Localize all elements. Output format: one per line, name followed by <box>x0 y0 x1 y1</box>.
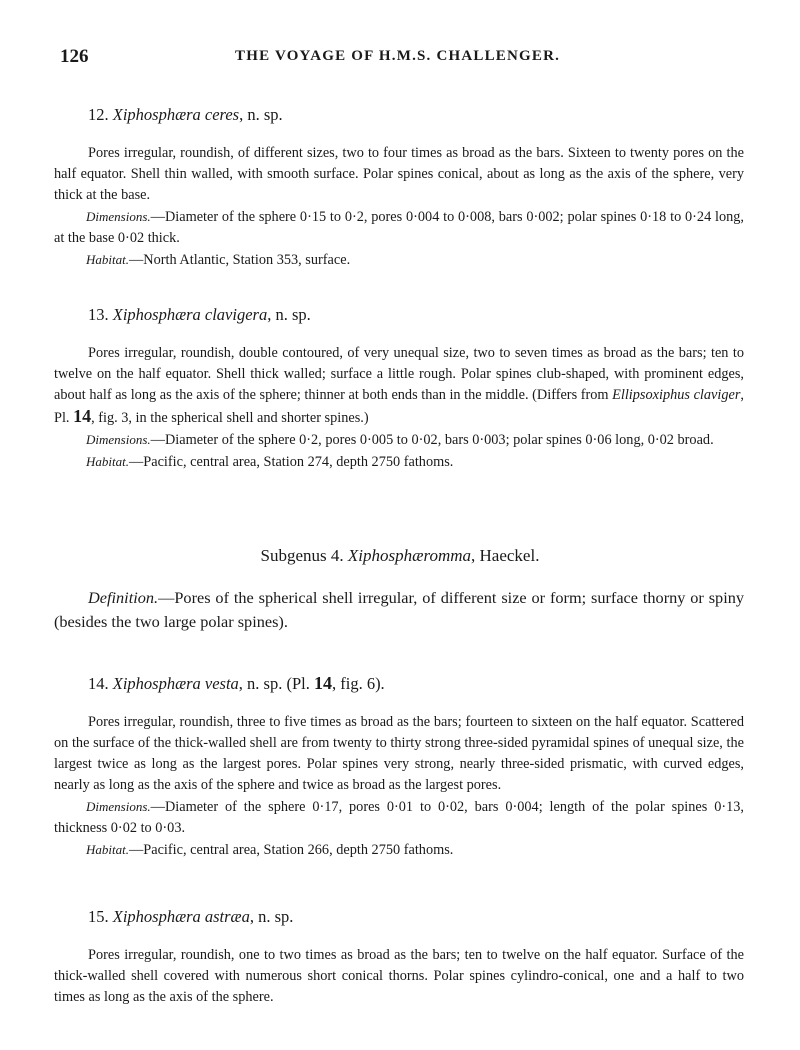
dimensions-label: Dimensions. <box>86 209 151 224</box>
species-entry-14 <box>54 672 744 861</box>
dimensions-text: —Diameter of the sphere 0·15 to 0·2, pores 0·004 to 0·008, bars 0·002; polar spines 0·18 to 0·24 long, at the base 0·02 thick. <box>54 209 744 246</box>
dimensions-paragraph <box>54 429 744 451</box>
habitat-label: Habitat. <box>86 454 129 469</box>
species-name: Xiphosphæra vesta <box>112 674 239 693</box>
habitat-paragraph <box>54 249 744 271</box>
subgenus-name: Xiphosphæromma <box>347 546 472 565</box>
dimensions-paragraph <box>54 206 744 249</box>
habitat-text: —Pacific, central area, Station 266, depth 2750 fathoms. <box>128 842 454 858</box>
species-name: Xiphosphæra ceres <box>112 105 240 124</box>
species-name: Xiphosphæra astræa <box>112 907 250 926</box>
dimensions-label: Dimensions. <box>86 432 151 447</box>
dimensions-paragraph <box>54 796 744 839</box>
habitat-text: —Pacific, central area, Station 274, depth 2750 fathoms. <box>128 454 454 470</box>
subgenus-definition <box>54 586 744 634</box>
habitat-text: —North Atlantic, Station 353, surface. <box>128 252 351 268</box>
species-number: 14. <box>88 674 109 693</box>
page-header <box>60 46 750 70</box>
species-description: Pores irregular, roundish, of different sizes, two to four times as broad as the bars. Sixteen to twenty pores on the half equator. Shell thin walled, with smooth surface. Polar spines conical, about as long as the axis of the sphere, very thick at the base. <box>54 145 744 203</box>
species-number: 13. <box>88 305 109 324</box>
species-entry-12 <box>54 104 744 271</box>
species-suffix: , n. sp. <box>249 907 294 926</box>
species-suffix: , n. sp. <box>267 305 311 324</box>
habitat-label: Habitat. <box>86 842 129 857</box>
plate-number: 14 <box>313 673 332 693</box>
species-heading <box>88 304 744 326</box>
reference-species: Ellipsoxiphus claviger <box>612 387 741 403</box>
species-heading <box>88 104 744 126</box>
subgenus-prefix: Subgenus 4. <box>260 546 348 565</box>
species-suffix: , n. sp. <box>239 105 283 124</box>
definition-label: Definition. <box>88 588 159 607</box>
habitat-label: Habitat. <box>86 252 129 267</box>
definition-text: —Pores of the spherical shell irregular, of different size or form; surface thorny or spiny (besides the two large polar spines). <box>54 588 744 631</box>
species-heading: 14. Xiphosphæra vesta, n. sp. (Pl. 14, fig. 6). <box>88 673 385 693</box>
species-entry-13 <box>54 304 744 473</box>
habitat-paragraph <box>54 451 744 473</box>
species-entry-15 <box>54 906 744 1008</box>
plate-number: 14 <box>73 406 92 426</box>
species-number: 12. <box>88 105 109 124</box>
running-title: THE VOYAGE OF H.M.S. CHALLENGER. <box>235 48 561 64</box>
subgenus-heading <box>0 546 800 566</box>
species-number: 15. <box>88 907 109 926</box>
species-name: Xiphosphæra clavigera <box>112 305 268 324</box>
species-description: Pores irregular, roundish, double contoured, of very unequal size, two to seven times as broad as the bars; ten to twelve on the half equator. Shell thick walled; surface a little rough. Polar spines club-shaped, with prominent edges, about half as long as the axis of the sphere; thinner at both ends than in the middle. (Differs from Ellipsoxiphus claviger, Pl. 14, fig. 3, in the spherical shell and shorter spines.) <box>54 345 744 426</box>
species-heading <box>88 906 744 928</box>
dimensions-label: Dimensions. <box>86 799 151 814</box>
species-description: Pores irregular, roundish, one to two times as broad as the bars; ten to twelve on the half equator. Surface of the thick-walled shell covered with numerous short conical thorns. Polar spines cylindro-conical, one and a half to two times as long as the axis of the sphere. <box>54 947 744 1005</box>
habitat-paragraph <box>54 839 744 861</box>
dimensions-text: —Diameter of the sphere 0·2, pores 0·005 to 0·02, bars 0·003; polar spines 0·06 long, 0·02 broad. <box>150 432 714 448</box>
species-description: Pores irregular, roundish, three to five times as broad as the bars; fourteen to sixteen on the half equator. Scattered on the surface of the thick-walled shell are from twenty to thirty strong three-sided pyramidal spines of unequal size, the largest twice as long as the largest pores. Polar spines very strong, nearly three-sided prismatic, with curved edges, nearly as long as the axis of the sphere and twice as broad as the largest pores. <box>54 714 744 793</box>
subgenus-authority: , Haeckel. <box>471 546 540 565</box>
page-number: 126 <box>60 46 89 67</box>
dimensions-text: —Diameter of the sphere 0·17, pores 0·01 to 0·02, bars 0·004; length of the polar spines 0·13, thickness 0·02 to 0·03. <box>54 799 744 836</box>
